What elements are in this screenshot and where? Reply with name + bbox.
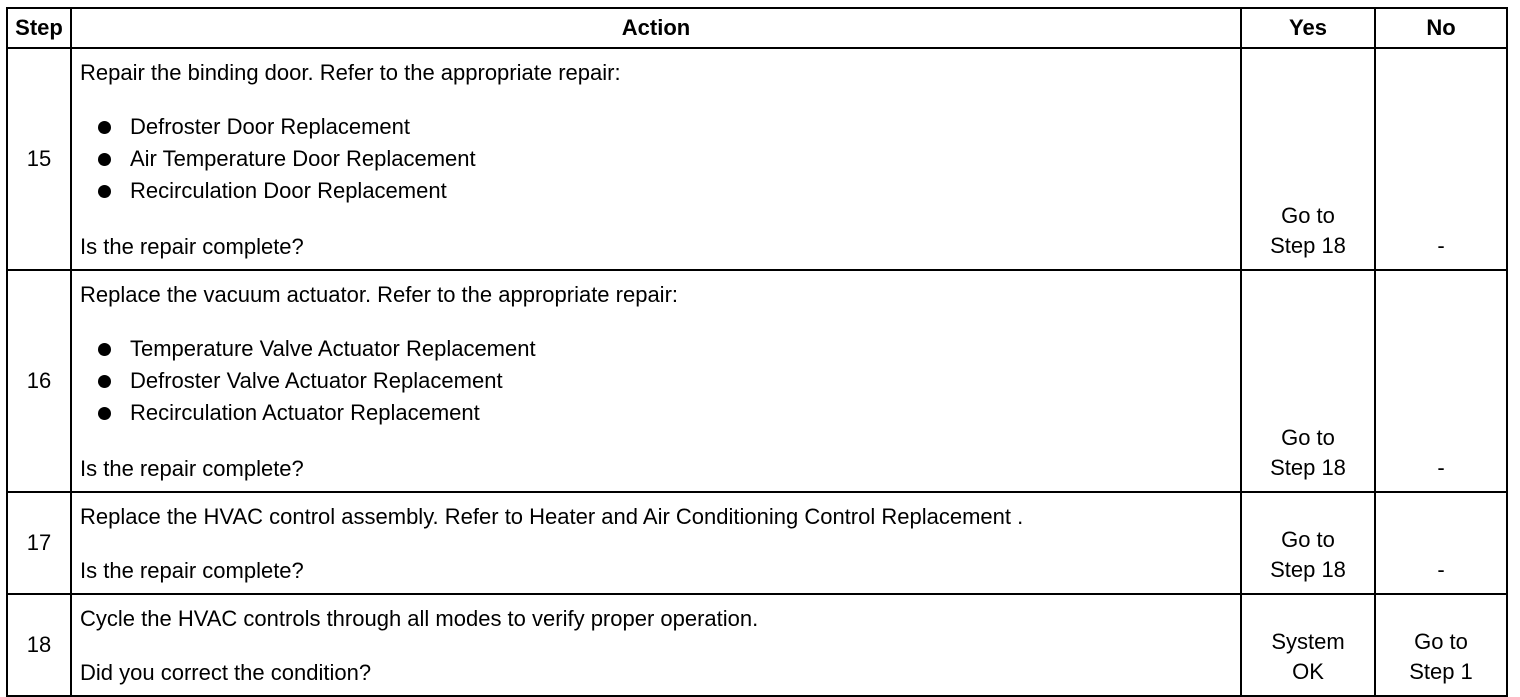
diagnostic-table bbox=[6, 7, 1508, 697]
repair-list bbox=[80, 111, 1232, 207]
yes-line: Step 18 bbox=[1270, 455, 1346, 480]
action-cell bbox=[71, 492, 1241, 594]
bullet-icon bbox=[98, 121, 111, 134]
action-intro: Replace the vacuum actuator. Refer to the appropriate repair: bbox=[80, 282, 679, 307]
action-question: Did you correct the condition? bbox=[80, 660, 372, 685]
action-question: Is the repair complete? bbox=[80, 456, 304, 481]
table-row bbox=[7, 492, 1507, 594]
no-line: - bbox=[1437, 455, 1445, 480]
yes-cell bbox=[1241, 270, 1375, 492]
header-row bbox=[7, 8, 1507, 48]
yes-line: Go to bbox=[1281, 425, 1335, 450]
no-cell bbox=[1375, 594, 1507, 696]
list-item bbox=[80, 143, 1232, 175]
header-no: No bbox=[1375, 8, 1507, 48]
no-cell bbox=[1375, 48, 1507, 270]
header-yes: Yes bbox=[1241, 8, 1375, 48]
header-step: Step bbox=[7, 8, 71, 48]
bullet-icon bbox=[98, 153, 111, 166]
action-cell bbox=[71, 48, 1241, 270]
list-item bbox=[80, 333, 1232, 365]
list-item bbox=[80, 111, 1232, 143]
no-line: Go to bbox=[1414, 629, 1468, 654]
list-item-label: Air Temperature Door Replacement bbox=[130, 146, 476, 171]
step-number: 15 bbox=[7, 48, 71, 270]
action-question: Is the repair complete? bbox=[80, 234, 304, 259]
bullet-icon bbox=[98, 407, 111, 420]
action-cell bbox=[71, 270, 1241, 492]
no-cell bbox=[1375, 270, 1507, 492]
yes-line: System bbox=[1271, 629, 1345, 654]
table-row bbox=[7, 594, 1507, 696]
no-line: Step 1 bbox=[1409, 659, 1473, 684]
list-item-label: Recirculation Actuator Replacement bbox=[130, 400, 480, 425]
action-question: Is the repair complete? bbox=[80, 558, 304, 583]
list-item-label: Defroster Door Replacement bbox=[130, 114, 411, 139]
yes-line: Step 18 bbox=[1270, 233, 1346, 258]
yes-cell bbox=[1241, 594, 1375, 696]
table-row bbox=[7, 48, 1507, 270]
no-cell bbox=[1375, 492, 1507, 594]
list-item bbox=[80, 365, 1232, 397]
header-action: Action bbox=[71, 8, 1241, 48]
step-number: 16 bbox=[7, 270, 71, 492]
table-row bbox=[7, 270, 1507, 492]
list-item-label: Defroster Valve Actuator Replacement bbox=[130, 368, 503, 393]
action-intro: Repair the binding door. Refer to the appropriate repair: bbox=[80, 60, 621, 85]
yes-line: Step 18 bbox=[1270, 557, 1346, 582]
step-number: 17 bbox=[7, 492, 71, 594]
list-item bbox=[80, 397, 1232, 429]
yes-cell bbox=[1241, 492, 1375, 594]
yes-line: Go to bbox=[1281, 527, 1335, 552]
bullet-icon bbox=[98, 343, 111, 356]
yes-line: OK bbox=[1292, 659, 1324, 684]
list-item-label: Recirculation Door Replacement bbox=[130, 178, 447, 203]
yes-line: Go to bbox=[1281, 203, 1335, 228]
step-number: 18 bbox=[7, 594, 71, 696]
list-item-label: Temperature Valve Actuator Replacement bbox=[130, 336, 536, 361]
no-line: - bbox=[1437, 233, 1445, 258]
diagnostic-table-wrapper bbox=[6, 7, 1508, 697]
repair-list bbox=[80, 333, 1232, 429]
action-cell bbox=[71, 594, 1241, 696]
list-item bbox=[80, 175, 1232, 207]
yes-cell bbox=[1241, 48, 1375, 270]
action-intro: Cycle the HVAC controls through all modes to verify proper operation. bbox=[80, 606, 759, 631]
bullet-icon bbox=[98, 185, 111, 198]
bullet-icon bbox=[98, 375, 111, 388]
action-intro: Replace the HVAC control assembly. Refer to Heater and Air Conditioning Control Replacement . bbox=[80, 504, 1024, 529]
no-line: - bbox=[1437, 557, 1445, 582]
